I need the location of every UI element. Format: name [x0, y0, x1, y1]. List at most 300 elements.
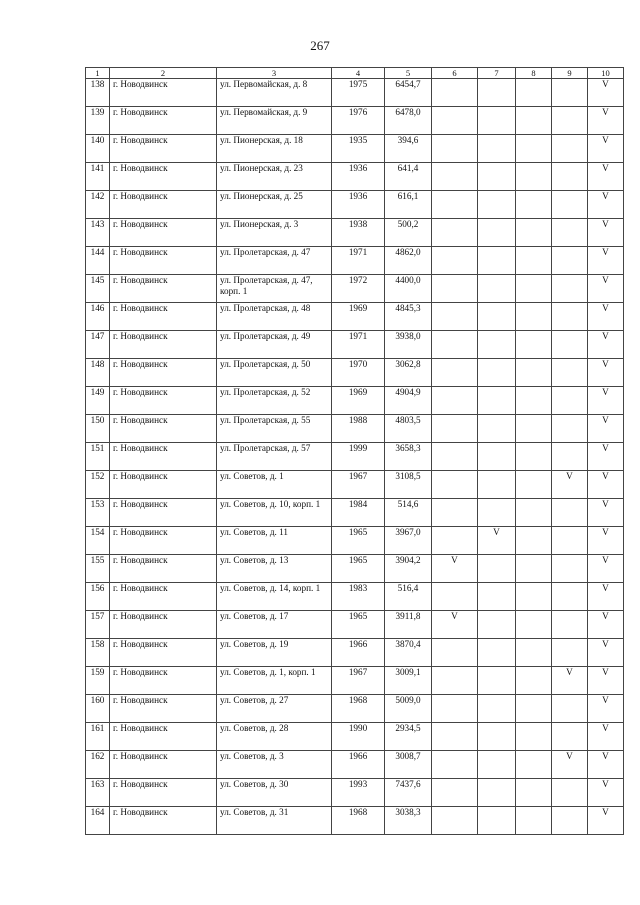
year-cell: 1936 [332, 163, 385, 191]
row-number: 152 [86, 471, 110, 499]
row-number: 148 [86, 359, 110, 387]
table-row [86, 807, 624, 835]
city-cell: г. Новодвинск [110, 667, 217, 695]
mark-cell-7 [478, 331, 516, 359]
mark-cell-8 [516, 219, 552, 247]
mark-cell-8 [516, 499, 552, 527]
year-cell: 1976 [332, 107, 385, 135]
table-row [86, 303, 624, 331]
mark-cell-6 [432, 471, 478, 499]
table-row [86, 639, 624, 667]
table-row [86, 527, 624, 555]
mark-cell-9 [552, 415, 588, 443]
city-cell: г. Новодвинск [110, 807, 217, 835]
row-number: 144 [86, 247, 110, 275]
mark-cell-7 [478, 387, 516, 415]
column-header: 9 [552, 68, 588, 79]
year-cell: 1967 [332, 471, 385, 499]
city-cell: г. Новодвинск [110, 583, 217, 611]
mark-cell-6 [432, 107, 478, 135]
row-number: 149 [86, 387, 110, 415]
row-number: 162 [86, 751, 110, 779]
mark-cell-10: V [588, 555, 624, 583]
mark-cell-8 [516, 583, 552, 611]
mark-cell-6 [432, 219, 478, 247]
mark-cell-8 [516, 163, 552, 191]
year-cell: 1969 [332, 303, 385, 331]
address-cell: ул. Советов, д. 28 [217, 723, 332, 751]
table-row [86, 387, 624, 415]
address-cell: ул. Пролетарская, д. 49 [217, 331, 332, 359]
column-header: 4 [332, 68, 385, 79]
year-cell: 1968 [332, 807, 385, 835]
area-cell: 3967,0 [385, 527, 432, 555]
address-cell: ул. Пролетарская, д. 48 [217, 303, 332, 331]
city-cell: г. Новодвинск [110, 359, 217, 387]
table-row [86, 667, 624, 695]
table-row [86, 415, 624, 443]
mark-cell-8 [516, 107, 552, 135]
mark-cell-6 [432, 359, 478, 387]
mark-cell-9 [552, 331, 588, 359]
mark-cell-7 [478, 723, 516, 751]
mark-cell-10: V [588, 163, 624, 191]
area-cell: 4845,3 [385, 303, 432, 331]
area-cell: 3062,8 [385, 359, 432, 387]
mark-cell-10: V [588, 639, 624, 667]
city-cell: г. Новодвинск [110, 247, 217, 275]
area-cell: 3038,3 [385, 807, 432, 835]
mark-cell-10: V [588, 499, 624, 527]
mark-cell-8 [516, 331, 552, 359]
mark-cell-8 [516, 443, 552, 471]
area-cell: 616,1 [385, 191, 432, 219]
table-row [86, 471, 624, 499]
mark-cell-6 [432, 695, 478, 723]
area-cell: 2934,5 [385, 723, 432, 751]
address-cell: ул. Советов, д. 31 [217, 807, 332, 835]
address-cell: ул. Пролетарская, д. 47 [217, 247, 332, 275]
mark-cell-7 [478, 359, 516, 387]
address-cell: ул. Советов, д. 3 [217, 751, 332, 779]
mark-cell-10: V [588, 107, 624, 135]
city-cell: г. Новодвинск [110, 555, 217, 583]
city-cell: г. Новодвинск [110, 275, 217, 303]
area-cell: 6478,0 [385, 107, 432, 135]
mark-cell-9: V [552, 751, 588, 779]
mark-cell-9 [552, 79, 588, 107]
mark-cell-9 [552, 443, 588, 471]
mark-cell-9 [552, 191, 588, 219]
address-cell: ул. Советов, д. 10, корп. 1 [217, 499, 332, 527]
year-cell: 1936 [332, 191, 385, 219]
mark-cell-6 [432, 275, 478, 303]
address-cell: ул. Советов, д. 19 [217, 639, 332, 667]
city-cell: г. Новодвинск [110, 499, 217, 527]
area-cell: 514,6 [385, 499, 432, 527]
address-cell: ул. Советов, д. 27 [217, 695, 332, 723]
city-cell: г. Новодвинск [110, 527, 217, 555]
mark-cell-10: V [588, 779, 624, 807]
mark-cell-8 [516, 79, 552, 107]
mark-cell-7 [478, 275, 516, 303]
city-cell: г. Новодвинск [110, 79, 217, 107]
row-number: 153 [86, 499, 110, 527]
mark-cell-6 [432, 639, 478, 667]
area-cell: 4400,0 [385, 275, 432, 303]
row-number: 155 [86, 555, 110, 583]
mark-cell-9 [552, 807, 588, 835]
mark-cell-8 [516, 695, 552, 723]
year-cell: 1935 [332, 135, 385, 163]
row-number: 143 [86, 219, 110, 247]
area-cell: 500,2 [385, 219, 432, 247]
row-number: 156 [86, 583, 110, 611]
mark-cell-8 [516, 387, 552, 415]
mark-cell-6 [432, 191, 478, 219]
mark-cell-6 [432, 415, 478, 443]
area-cell: 5009,0 [385, 695, 432, 723]
area-cell: 3009,1 [385, 667, 432, 695]
table-row [86, 751, 624, 779]
address-cell: ул. Советов, д. 17 [217, 611, 332, 639]
row-number: 150 [86, 415, 110, 443]
row-number: 160 [86, 695, 110, 723]
table-row [86, 107, 624, 135]
address-cell: ул. Советов, д. 30 [217, 779, 332, 807]
mark-cell-7 [478, 695, 516, 723]
mark-cell-7 [478, 499, 516, 527]
year-cell: 1967 [332, 667, 385, 695]
city-cell: г. Новодвинск [110, 415, 217, 443]
table-row [86, 499, 624, 527]
page-number: 267 [310, 38, 330, 53]
area-cell: 3911,8 [385, 611, 432, 639]
table-row [86, 611, 624, 639]
address-cell: ул. Пролетарская, д. 50 [217, 359, 332, 387]
mark-cell-10: V [588, 443, 624, 471]
city-cell: г. Новодвинск [110, 219, 217, 247]
year-cell: 1971 [332, 331, 385, 359]
row-number: 154 [86, 527, 110, 555]
column-header: 6 [432, 68, 478, 79]
mark-cell-10: V [588, 303, 624, 331]
address-cell: ул. Пролетарская, д. 57 [217, 443, 332, 471]
area-cell: 394,6 [385, 135, 432, 163]
table-row [86, 247, 624, 275]
mark-cell-7 [478, 107, 516, 135]
table-row [86, 443, 624, 471]
table-row [86, 359, 624, 387]
mark-cell-9 [552, 247, 588, 275]
area-cell: 641,4 [385, 163, 432, 191]
mark-cell-7 [478, 583, 516, 611]
mark-cell-6: V [432, 611, 478, 639]
address-cell: ул. Пионерская, д. 3 [217, 219, 332, 247]
mark-cell-10: V [588, 135, 624, 163]
mark-cell-7 [478, 611, 516, 639]
table-row [86, 555, 624, 583]
city-cell: г. Новодвинск [110, 387, 217, 415]
mark-cell-6 [432, 303, 478, 331]
mark-cell-9 [552, 499, 588, 527]
mark-cell-9: V [552, 471, 588, 499]
mark-cell-9: V [552, 667, 588, 695]
mark-cell-7 [478, 807, 516, 835]
mark-cell-6: V [432, 555, 478, 583]
city-cell: г. Новодвинск [110, 107, 217, 135]
mark-cell-6 [432, 723, 478, 751]
mark-cell-6 [432, 807, 478, 835]
mark-cell-8 [516, 275, 552, 303]
column-header: 7 [478, 68, 516, 79]
row-number: 151 [86, 443, 110, 471]
mark-cell-7 [478, 779, 516, 807]
mark-cell-8 [516, 807, 552, 835]
table-row [86, 583, 624, 611]
mark-cell-9 [552, 611, 588, 639]
area-cell: 3870,4 [385, 639, 432, 667]
mark-cell-6 [432, 667, 478, 695]
mark-cell-7 [478, 79, 516, 107]
mark-cell-8 [516, 527, 552, 555]
mark-cell-7 [478, 443, 516, 471]
year-cell: 1966 [332, 639, 385, 667]
mark-cell-7 [478, 555, 516, 583]
mark-cell-9 [552, 723, 588, 751]
area-cell: 4803,5 [385, 415, 432, 443]
mark-cell-8 [516, 555, 552, 583]
mark-cell-8 [516, 303, 552, 331]
address-cell: ул. Первомайская, д. 8 [217, 79, 332, 107]
mark-cell-7 [478, 415, 516, 443]
mark-cell-10: V [588, 583, 624, 611]
row-number: 142 [86, 191, 110, 219]
city-cell: г. Новодвинск [110, 135, 217, 163]
year-cell: 1984 [332, 499, 385, 527]
year-cell: 1965 [332, 527, 385, 555]
mark-cell-10: V [588, 667, 624, 695]
mark-cell-6 [432, 751, 478, 779]
mark-cell-6 [432, 79, 478, 107]
row-number: 141 [86, 163, 110, 191]
mark-cell-9 [552, 359, 588, 387]
mark-cell-6 [432, 135, 478, 163]
year-cell: 1972 [332, 275, 385, 303]
table-row [86, 779, 624, 807]
column-header: 8 [516, 68, 552, 79]
mark-cell-7 [478, 667, 516, 695]
mark-cell-7 [478, 247, 516, 275]
mark-cell-6 [432, 163, 478, 191]
address-cell: ул. Первомайская, д. 9 [217, 107, 332, 135]
mark-cell-7 [478, 639, 516, 667]
year-cell: 1966 [332, 751, 385, 779]
mark-cell-9 [552, 107, 588, 135]
row-number: 157 [86, 611, 110, 639]
year-cell: 1971 [332, 247, 385, 275]
address-cell: ул. Советов, д. 1 [217, 471, 332, 499]
city-cell: г. Новодвинск [110, 695, 217, 723]
year-cell: 1999 [332, 443, 385, 471]
mark-cell-10: V [588, 387, 624, 415]
mark-cell-6 [432, 443, 478, 471]
mark-cell-10: V [588, 611, 624, 639]
mark-cell-9 [552, 555, 588, 583]
table-row [86, 723, 624, 751]
column-header: 10 [588, 68, 624, 79]
address-cell: ул. Советов, д. 11 [217, 527, 332, 555]
row-number: 161 [86, 723, 110, 751]
mark-cell-6 [432, 247, 478, 275]
year-cell: 1968 [332, 695, 385, 723]
mark-cell-10: V [588, 247, 624, 275]
year-cell: 1990 [332, 723, 385, 751]
area-cell: 3108,5 [385, 471, 432, 499]
address-cell: ул. Пионерская, д. 23 [217, 163, 332, 191]
city-cell: г. Новодвинск [110, 331, 217, 359]
mark-cell-9 [552, 163, 588, 191]
mark-cell-8 [516, 135, 552, 163]
table-row [86, 163, 624, 191]
table-row [86, 135, 624, 163]
mark-cell-10: V [588, 219, 624, 247]
city-cell: г. Новодвинск [110, 723, 217, 751]
year-cell: 1988 [332, 415, 385, 443]
mark-cell-9 [552, 135, 588, 163]
mark-cell-9 [552, 779, 588, 807]
table-body [86, 79, 624, 835]
mark-cell-10: V [588, 695, 624, 723]
mark-cell-9 [552, 639, 588, 667]
row-number: 146 [86, 303, 110, 331]
mark-cell-10: V [588, 275, 624, 303]
mark-cell-10: V [588, 471, 624, 499]
column-header: 3 [217, 68, 332, 79]
mark-cell-7 [478, 163, 516, 191]
mark-cell-8 [516, 359, 552, 387]
address-cell: ул. Советов, д. 13 [217, 555, 332, 583]
year-cell: 1993 [332, 779, 385, 807]
mark-cell-7 [478, 135, 516, 163]
row-number: 147 [86, 331, 110, 359]
mark-cell-10: V [588, 331, 624, 359]
row-number: 163 [86, 779, 110, 807]
row-number: 140 [86, 135, 110, 163]
city-cell: г. Новодвинск [110, 639, 217, 667]
address-cell: ул. Советов, д. 1, корп. 1 [217, 667, 332, 695]
mark-cell-7 [478, 303, 516, 331]
area-cell: 3008,7 [385, 751, 432, 779]
row-number: 164 [86, 807, 110, 835]
table-row [86, 219, 624, 247]
mark-cell-10: V [588, 79, 624, 107]
mark-cell-10: V [588, 415, 624, 443]
city-cell: г. Новодвинск [110, 443, 217, 471]
area-cell: 3658,3 [385, 443, 432, 471]
mark-cell-8 [516, 471, 552, 499]
area-cell: 3904,2 [385, 555, 432, 583]
city-cell: г. Новодвинск [110, 303, 217, 331]
mark-cell-7 [478, 191, 516, 219]
year-cell: 1969 [332, 387, 385, 415]
header-row [86, 68, 624, 79]
mark-cell-10: V [588, 723, 624, 751]
address-cell: ул. Советов, д. 14, корп. 1 [217, 583, 332, 611]
area-cell: 4862,0 [385, 247, 432, 275]
mark-cell-8 [516, 639, 552, 667]
mark-cell-9 [552, 527, 588, 555]
mark-cell-8 [516, 667, 552, 695]
year-cell: 1975 [332, 79, 385, 107]
city-cell: г. Новодвинск [110, 191, 217, 219]
mark-cell-9 [552, 275, 588, 303]
table-row [86, 79, 624, 107]
mark-cell-8 [516, 191, 552, 219]
mark-cell-7 [478, 751, 516, 779]
column-header: 5 [385, 68, 432, 79]
mark-cell-6 [432, 779, 478, 807]
area-cell: 6454,7 [385, 79, 432, 107]
mark-cell-9 [552, 387, 588, 415]
address-cell: ул. Пролетарская, д. 55 [217, 415, 332, 443]
city-cell: г. Новодвинск [110, 751, 217, 779]
mark-cell-8 [516, 779, 552, 807]
table-row [86, 275, 624, 303]
address-cell: ул. Пролетарская, д. 52 [217, 387, 332, 415]
housing-registry-table [85, 67, 624, 835]
mark-cell-9 [552, 303, 588, 331]
city-cell: г. Новодвинск [110, 163, 217, 191]
year-cell: 1965 [332, 611, 385, 639]
mark-cell-9 [552, 695, 588, 723]
area-cell: 4904,9 [385, 387, 432, 415]
row-number: 158 [86, 639, 110, 667]
column-header: 1 [86, 68, 110, 79]
mark-cell-9 [552, 219, 588, 247]
address-cell: ул. Пролетарская, д. 47, корп. 1 [217, 275, 332, 303]
mark-cell-10: V [588, 191, 624, 219]
table-row [86, 695, 624, 723]
area-cell: 7437,6 [385, 779, 432, 807]
row-number: 138 [86, 79, 110, 107]
table-row [86, 331, 624, 359]
mark-cell-6 [432, 387, 478, 415]
mark-cell-8 [516, 751, 552, 779]
mark-cell-8 [516, 415, 552, 443]
area-cell: 3938,0 [385, 331, 432, 359]
year-cell: 1983 [332, 583, 385, 611]
table-row [86, 191, 624, 219]
mark-cell-7: V [478, 527, 516, 555]
mark-cell-9 [552, 583, 588, 611]
mark-cell-6 [432, 499, 478, 527]
mark-cell-8 [516, 723, 552, 751]
year-cell: 1965 [332, 555, 385, 583]
year-cell: 1970 [332, 359, 385, 387]
city-cell: г. Новодвинск [110, 471, 217, 499]
column-header: 2 [110, 68, 217, 79]
mark-cell-10: V [588, 527, 624, 555]
row-number: 159 [86, 667, 110, 695]
year-cell: 1938 [332, 219, 385, 247]
mark-cell-6 [432, 527, 478, 555]
row-number: 145 [86, 275, 110, 303]
area-cell: 516,4 [385, 583, 432, 611]
mark-cell-8 [516, 247, 552, 275]
address-cell: ул. Пионерская, д. 25 [217, 191, 332, 219]
row-number: 139 [86, 107, 110, 135]
